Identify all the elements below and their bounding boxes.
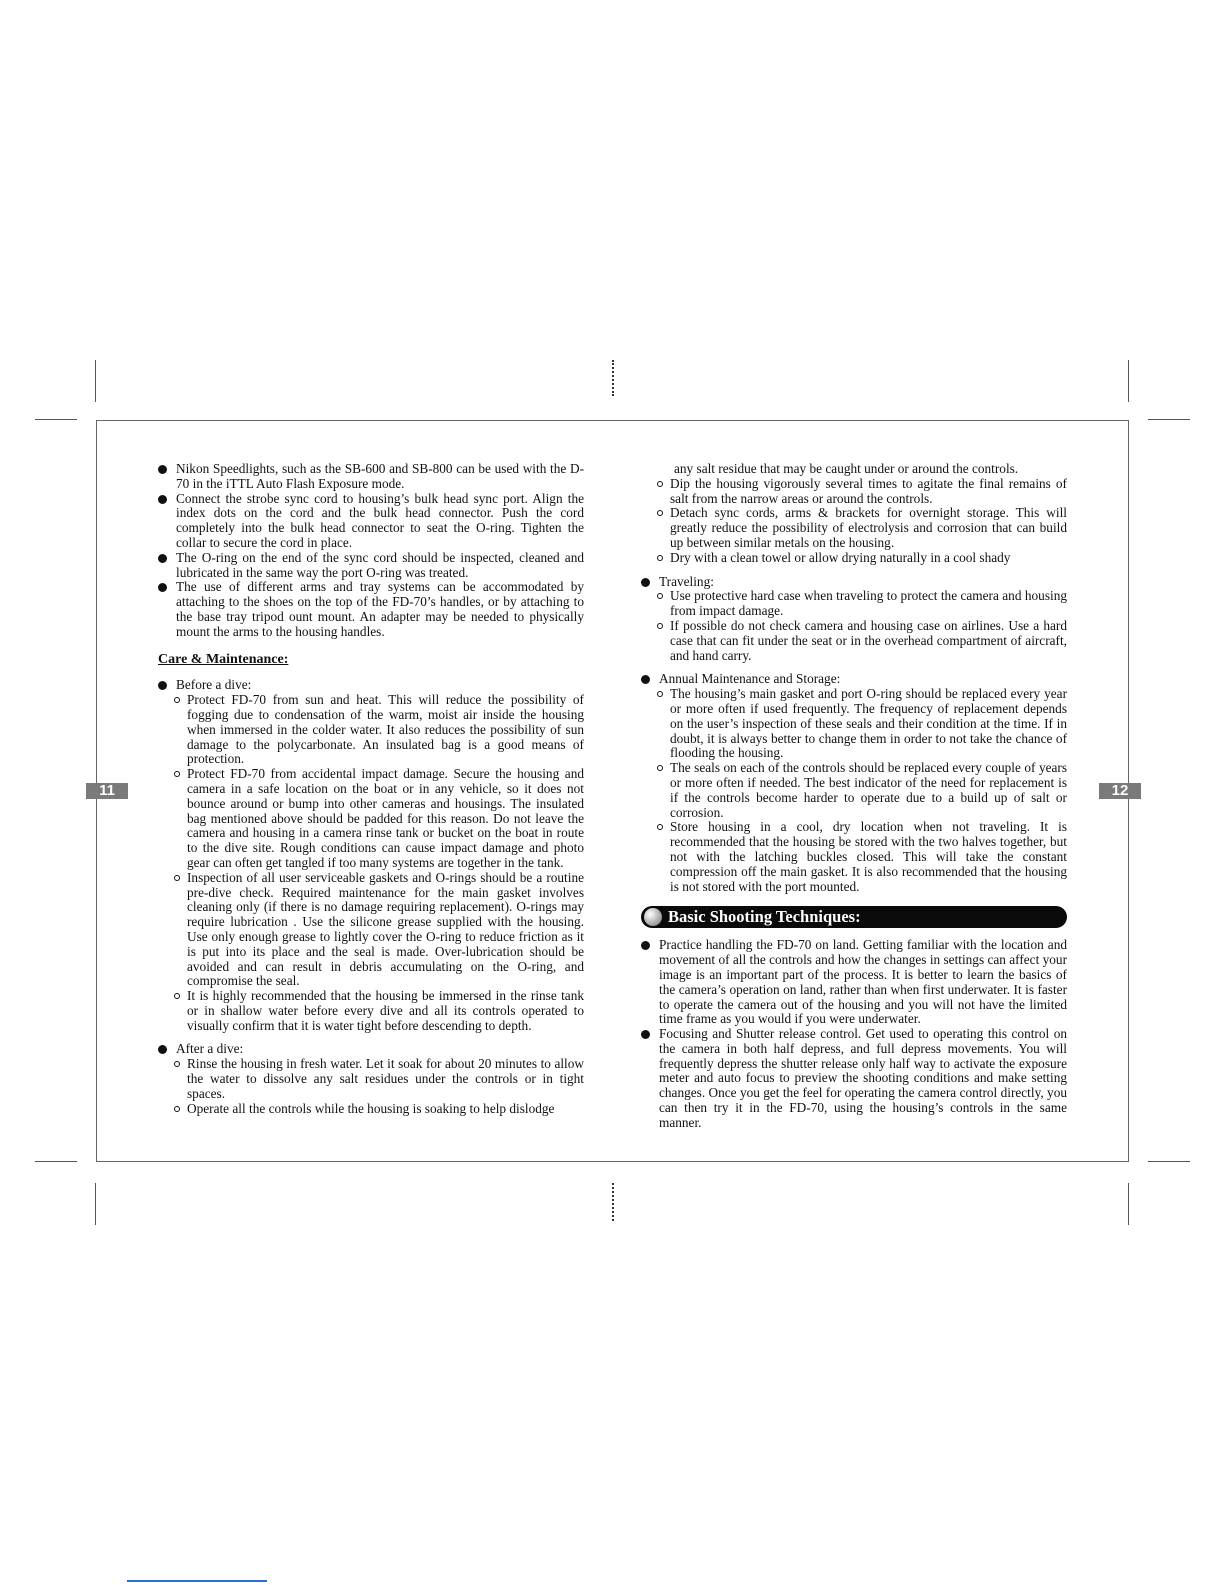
crop-mark-top-right: [1128, 360, 1129, 402]
bullet-icon: [641, 941, 650, 950]
sub-bullet-icon: [657, 510, 663, 516]
list-item: Dry with a clean towel or allow drying naturally in a cool shady: [641, 551, 1067, 566]
bullet-icon: [158, 495, 167, 504]
list-item: The housing’s main gasket and port O-ring should be replaced every year or more often if used frequently. The frequency of replacement depends on the user’s inspection of these seals and their condition at the time. If in doubt, it is always better to change them in order to not take the chance of flooding the housing.: [641, 687, 1067, 761]
crop-mark-left-upper: [35, 419, 77, 420]
list-item: The seals on each of the controls should be replaced every couple of years or more often if needed. The best indicator of the need for replacement is if the controls become harder to operate due to a build up of salt or corrosion.: [641, 761, 1067, 820]
list-item: Focusing and Shutter release control. Get used to operating this control on the camera in both half depress, and full depress movements. You will frequently depress the shutter release only half way to activate the exposure meter and auto focus to preview the shooting conditions and make setting changes. Once you get the feel for operating the camera control directly, you can then try it in the FD-70, using the housing’s controls in the same manner.: [641, 1027, 1067, 1131]
sub-bullet-icon: [657, 765, 663, 771]
annual-maintenance-label: Annual Maintenance and Storage:: [641, 672, 1067, 687]
bullet-icon: [158, 583, 167, 592]
list-item: Practice handling the FD-70 on land. Getting familiar with the location and movement of all the controls and how the changes in settings can affect your image is an important part of the process. It is better to learn the basics of the camera’s operation on land, rather than when first underwater. It is faster to operate the camera out of the housing and you will not have the limited time frame as you would if you were underwater.: [641, 938, 1067, 1027]
list-item: Inspection of all user serviceable gaskets and O-rings should be a routine pre-dive check. Required maintenance for the main gasket involves cleaning only (if there is no damage requiring replacement). O-rings may require lubrication . Use the silicone grease supplied with the housing. Use only enough grease to lightly cover the O-ring to reduce friction as it is put into its place and the seal is made. Over-lubrication should be avoided and can result in debris accumulating on the O-ring, and compromise the seal.: [158, 871, 584, 989]
bullet-icon: [158, 1045, 167, 1054]
after-dive-label: After a dive:: [158, 1042, 584, 1057]
page-number-left: 11: [86, 783, 128, 799]
sub-bullet-icon: [657, 481, 663, 487]
fold-mark-bottom: [612, 1183, 614, 1221]
list-item: It is highly recommended that the housing be immersed in the rinse tank or in shallow water before every dive and all its controls operated to visually confirm that it is water tight before descending to depth.: [158, 989, 584, 1033]
list-item: Store housing in a cool, dry location when not traveling. It is recommended that the housing be stored with the two halves together, but not with the latching buckles closed. This will take the constant compression off the main gasket. It is also recommended that the housing is not stored with the port mounted.: [641, 820, 1067, 894]
sub-bullet-icon: [657, 555, 663, 561]
list-item: Operate all the controls while the housing is soaking to help dislodge: [158, 1102, 584, 1117]
list-item: Connect the strobe sync cord to housing’s bulk head sync port. Align the index dots on the cord and the bulk head connector. Push the cord completely into the bulk head connector to seat the O-ring. Tighten the collar to secure the cord in place.: [158, 492, 584, 551]
list-item: Protect FD-70 from accidental impact damage. Secure the housing and camera in a safe location on the boat or in any vehicle, so it does not bounce around or bump into other cameras and housings. The insulated bag mentioned above should be padded for this reason. Do not leave the camera and housing in a camera rinse tank or bucket on the boat in route to the dive site. Rough conditions can cause impact damage and photo gear can often get tangled if too many systems are together in the tank.: [158, 767, 584, 871]
page-number-right: 12: [1099, 783, 1141, 799]
list-item: Nikon Speedlights, such as the SB-600 and SB-800 can be used with the D-70 in the iTTL Auto Flash Exposure mode.: [158, 462, 584, 492]
sub-bullet-icon: [174, 875, 180, 881]
bullet-icon: [158, 681, 167, 690]
crop-mark-left-lower: [35, 1161, 77, 1162]
list-item: If possible do not check camera and housing case on airlines. Use a hard case that can fit under the seat or in the overhead compartment of aircraft, and hand carry.: [641, 619, 1067, 663]
list-item: Use protective hard case when traveling to protect the camera and housing from impact damage.: [641, 589, 1067, 619]
bullet-icon: [158, 465, 167, 474]
left-column: [158, 462, 584, 1116]
crop-mark-right-upper: [1148, 419, 1190, 420]
crop-mark-bottom-left: [95, 1183, 96, 1225]
sub-bullet-icon: [657, 824, 663, 830]
list-item: Protect FD-70 from sun and heat. This will reduce the possibility of fogging due to condensation of the warm, moist air inside the housing when immersed in the colder water. It also reduces the possibility of sun damage to the polycarbonate. An insulated bag is a good means of protection.: [158, 693, 584, 767]
care-maintenance-heading: Care & Maintenance:: [158, 651, 289, 667]
section-title: Basic Shooting Techniques:: [668, 907, 861, 927]
list-item: Rinse the housing in fresh water. Let it soak for about 20 minutes to allow the water to dissolve any salt residues under the controls or in tight spaces.: [158, 1057, 584, 1101]
continued-text: any salt residue that may be caught under or around the controls.: [674, 461, 1019, 476]
before-dive-label: Before a dive:: [158, 678, 584, 693]
sub-bullet-icon: [174, 771, 180, 777]
sub-bullet-icon: [174, 1061, 180, 1067]
bullet-icon: [641, 1030, 650, 1039]
sub-bullet-icon: [174, 1106, 180, 1112]
sub-bullet-icon: [174, 993, 180, 999]
list-item: The O-ring on the end of the sync cord should be inspected, cleaned and lubricated in the same way the port O-ring was treated.: [158, 551, 584, 581]
bullet-icon: [641, 675, 650, 684]
list-item: Dip the housing vigorously several times to agitate the final remains of salt from the narrow areas or around the controls.: [641, 477, 1067, 507]
crop-mark-top-left: [95, 360, 96, 402]
horizontal-scrollbar[interactable]: [127, 1580, 267, 1582]
list-item: Detach sync cords, arms & brackets for overnight storage. This will greatly reduce the possibility of electrolysis and corrosion that can build up between similar metals on the housing.: [641, 506, 1067, 550]
section-banner: [641, 906, 1067, 928]
list-item: The use of different arms and tray systems can be accommodated by attaching to the shoes on the top of the FD-70’s handles, or by attaching to the base tray tripod ount mount. An adapter may be needed to physically mount the arms to the housing handles.: [158, 580, 584, 639]
bullet-icon: [158, 554, 167, 563]
sub-bullet-icon: [657, 691, 663, 697]
circle-icon: [644, 908, 662, 926]
traveling-label: Traveling:: [641, 575, 1067, 590]
crop-mark-right-lower: [1148, 1161, 1190, 1162]
sub-bullet-icon: [174, 697, 180, 703]
sub-bullet-icon: [657, 623, 663, 629]
right-column: [641, 462, 1067, 1131]
bullet-icon: [641, 578, 650, 587]
crop-mark-bottom-right: [1128, 1183, 1129, 1225]
fold-mark-top: [612, 360, 614, 396]
sub-bullet-icon: [657, 593, 663, 599]
